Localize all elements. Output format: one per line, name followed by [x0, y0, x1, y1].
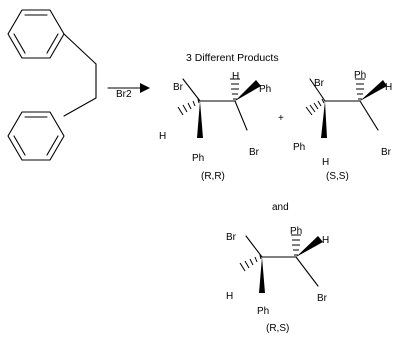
atom-ph-bottom: Ph: [192, 153, 205, 164]
wedge-bond-c2-h: [296, 236, 323, 257]
atom-br-bottom: Br: [249, 147, 259, 158]
atom-ph-right: Ph: [259, 84, 272, 95]
atom-h-right: H: [322, 235, 330, 246]
wedge-bond-c2-h: [360, 80, 387, 101]
atom-br-bottom: Br: [381, 147, 391, 158]
reaction-arrow-head: [140, 83, 150, 93]
reaction-arrow-group: [108, 83, 150, 100]
reagent-label: Br2: [116, 89, 132, 100]
bond-c2-ch3: [235, 101, 247, 130]
product-rr: [159, 71, 271, 182]
and-connector: and: [272, 202, 289, 213]
atom-ph-bottom: Ph: [257, 306, 270, 317]
product-rs: [226, 226, 329, 334]
benzylic-bond-bottom: [64, 98, 96, 116]
starting-material: [8, 10, 96, 160]
atom-h-top: H: [232, 71, 240, 82]
hashed-bond-c1-h: [306, 99, 324, 115]
hashed-bond-c2-ph: [355, 79, 365, 99]
atom-br-bottom: Br: [317, 293, 327, 304]
bond-c2-ch3: [360, 101, 378, 130]
wedge-bond-c1-ph: [259, 257, 265, 293]
atom-ph-top: Ph: [354, 70, 367, 81]
bond-c1-br: [246, 236, 262, 257]
top-benzene-ring: [8, 10, 64, 58]
atom-br-top: Br: [173, 82, 183, 93]
plus-sign: +: [278, 113, 284, 124]
atom-h-right: H: [385, 82, 393, 93]
config-label-ss: (S,S): [326, 171, 349, 182]
top-ring-double-bond: [47, 34, 58, 53]
wedge-bond-c1-ph: [321, 101, 327, 138]
atom-h-bottom: H: [322, 157, 330, 168]
bottom-ring-double-bond: [47, 136, 58, 155]
atom-h-left: H: [226, 291, 234, 302]
product-ss: [293, 70, 392, 182]
atom-ph-top: Ph: [290, 226, 303, 237]
top-ring-double-bond: [14, 34, 25, 53]
bond-c2-ch3: [296, 257, 318, 286]
products-title: 3 Different Products: [186, 52, 279, 64]
atom-ph-left: Ph: [293, 142, 306, 153]
hashed-bond-c1-h: [178, 99, 199, 115]
hashed-bond-c2-h: [230, 79, 240, 99]
atom-h-left: H: [159, 131, 167, 142]
hashed-bond-c1-h: [240, 255, 261, 271]
bottom-benzene-ring: [8, 112, 64, 160]
benzylic-bond-top: [64, 34, 96, 64]
atom-br-top: Br: [226, 232, 236, 243]
config-label-rs: (R,S): [266, 323, 290, 334]
atom-br-top: Br: [314, 78, 324, 89]
config-label-rr: (R,R): [201, 171, 225, 182]
bond-c1-ch3: [183, 79, 200, 101]
bottom-ring-double-bond: [14, 136, 25, 155]
wedge-bond-c2-ph: [235, 80, 261, 101]
wedge-bond-c1-ph: [197, 101, 203, 138]
hashed-bond-c2-ph: [291, 235, 301, 255]
